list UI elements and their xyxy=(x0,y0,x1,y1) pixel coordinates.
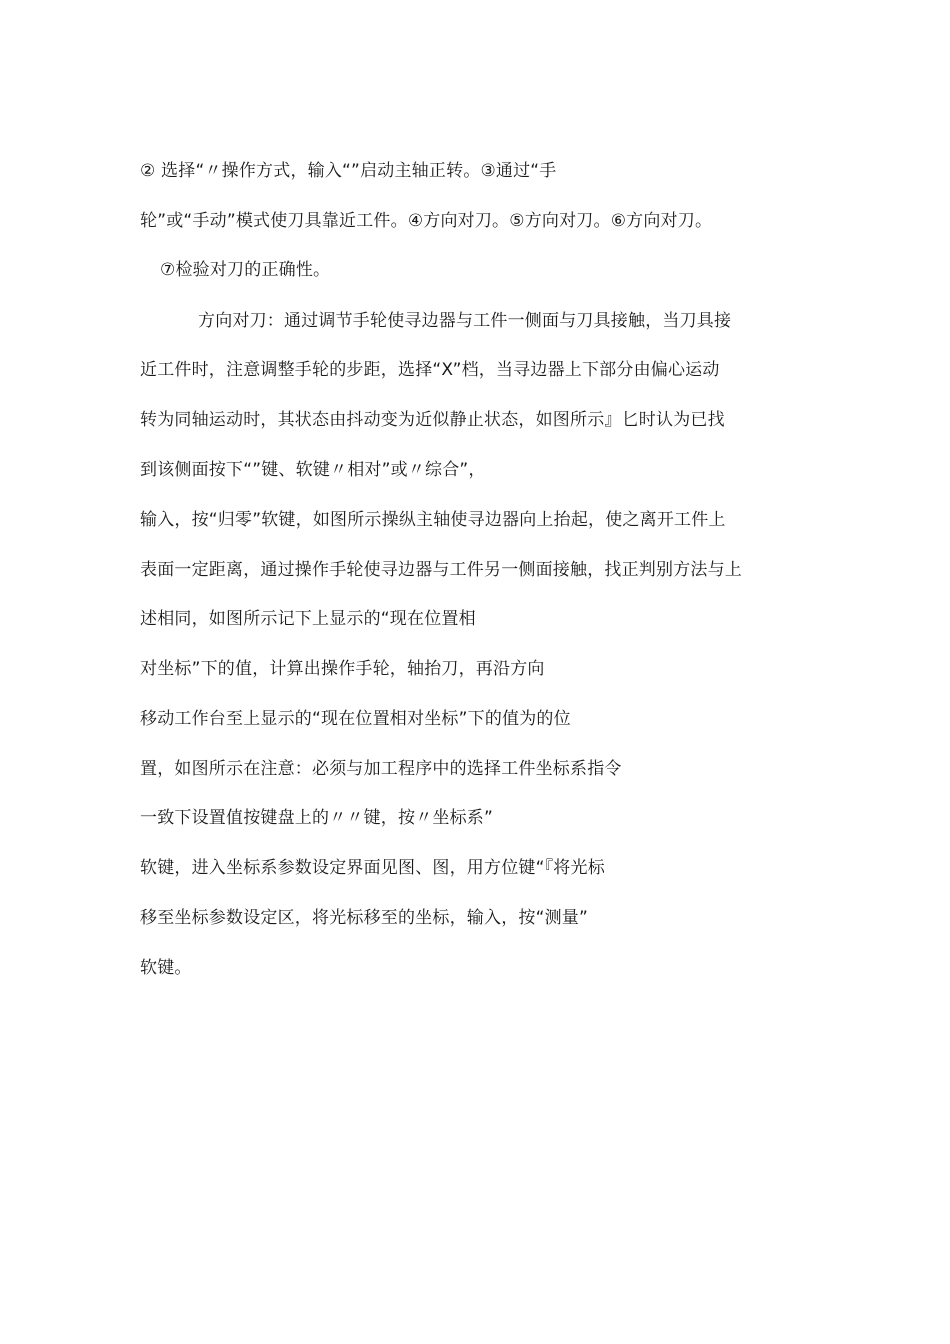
text-line: 一致下设置值按键盘上的〃〃键，按〃坐标系” xyxy=(140,808,494,828)
text-line: 输入，按“归零”软键，如图所示操纵主轴使寻边器向上抬起，使之离开工件上 xyxy=(140,510,726,530)
text-line: ② 选择“〃操作方式，输入“”启动主轴正转。③通过“手 xyxy=(140,161,557,181)
text-line: 软键。 xyxy=(140,958,192,978)
text-line: 表面一定距离，通过操作手轮使寻边器与工件另一侧面接触，找正判别方法与上 xyxy=(140,560,742,580)
text-line: 近工件时，注意调整手轮的步距，选择“X”档，当寻边器上下部分由偏心运动 xyxy=(140,360,720,380)
text-line: 述相同，如图所示记下上显示的“现在位置相 xyxy=(140,609,476,629)
text-line: 轮”或“手动”模式使刀具靠近工件。④方向对刀。⑤方向对刀。⑥方向对刀。 xyxy=(140,211,713,231)
text-line: 方向对刀：通过调节手轮使寻边器与工件一侧面与刀具接触，当刀具接 xyxy=(198,311,732,331)
text-line: 移动工作台至上显示的“现在位置相对坐标”下的值为的位 xyxy=(140,709,571,729)
text-line: ⑦检验对刀的正确性。 xyxy=(160,260,331,280)
text-line: 对坐标”下的值，计算出操作手轮，轴抬刀，再沿方向 xyxy=(140,659,545,679)
text-line: 到该侧面按下“”键、软键〃相对”或〃综合”， xyxy=(140,460,486,480)
text-line: 置，如图所示在注意：必须与加工程序中的选择工件坐标系指令 xyxy=(140,759,622,779)
text-line: 转为同轴运动时，其状态由抖动变为近似静止状态，如图所示』匕时认为已找 xyxy=(140,410,725,430)
text-line: 软键，进入坐标系参数设定界面见图、图，用方位键“『将光标 xyxy=(140,858,605,878)
text-line: 移至坐标参数设定区，将光标移至的坐标，输入，按“测量” xyxy=(140,908,589,928)
